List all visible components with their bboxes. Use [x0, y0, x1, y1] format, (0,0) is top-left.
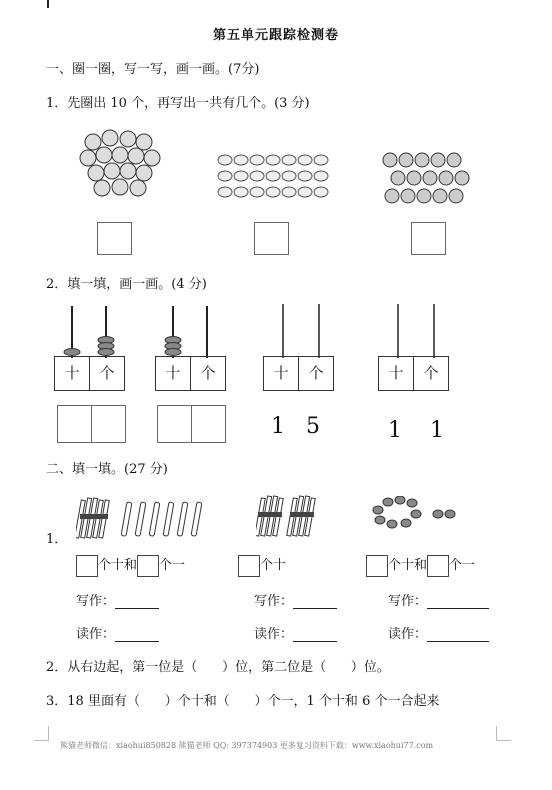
abacus-1-rods [54, 302, 126, 358]
abacus-2-write-boxes[interactable] [157, 405, 226, 443]
abacus-3-digits: 1 5 [271, 414, 320, 439]
stick-bundle-icon [76, 496, 212, 542]
fruit-group-apples [380, 150, 470, 208]
write-blank[interactable] [427, 594, 489, 609]
question-2-3: 3．18 里面有（ ）个十和（ ）个一，1 个十和 6 个一合起来 [46, 694, 440, 709]
ones-answer-box[interactable] [427, 555, 449, 577]
read-blank[interactable] [293, 627, 337, 642]
read-blank[interactable] [115, 627, 159, 642]
read-blank[interactable] [427, 627, 489, 642]
question-1-1: 1．先圈出 10 个，再写出一共有几个。(3 分) [46, 96, 310, 111]
ones-answer-box[interactable] [137, 555, 159, 577]
abacus-2-rods [155, 302, 227, 358]
tens-answer-box[interactable] [238, 555, 260, 577]
page-title: 第五单元跟踪检测卷 [212, 28, 339, 43]
group-1-fill: 个十和 个一 [76, 554, 185, 577]
question-2-2: 2．从右边起，第一位是（ ）位，第二位是（ ）位。 [46, 660, 390, 675]
fruit-group-peanuts [215, 150, 335, 202]
tens-answer-box[interactable] [366, 555, 388, 577]
question-2-1-number: 1． [46, 532, 68, 547]
abacus-1-write-boxes[interactable] [57, 405, 126, 443]
tens-answer-box[interactable] [76, 555, 98, 577]
group-1-read: 读作： [76, 623, 159, 642]
write-blank[interactable] [293, 594, 337, 609]
tens-label: 十 [165, 364, 181, 382]
bead-necklace-icon [370, 496, 462, 532]
fruit-group-oranges [78, 128, 168, 208]
question-1-2: 2．填一填，画一画。(4 分) [46, 277, 207, 292]
abacus-3-labels [263, 356, 334, 391]
abacus-2-labels [155, 356, 226, 391]
section2-heading: 二、填一填。(27 分) [46, 462, 168, 477]
abacus-1-labels [54, 356, 125, 391]
section1-heading: 一、圈一圈，写一写，画一画。(7分) [46, 62, 260, 77]
answer-box-apples[interactable] [411, 222, 446, 255]
ones-label: 个 [298, 357, 333, 390]
corner-mark-right [496, 726, 511, 741]
ones-label: 个 [89, 357, 124, 390]
group-2-fill: 个十 [238, 554, 286, 577]
tens-label: 十 [273, 364, 289, 382]
group-3-read: 读作： [388, 623, 489, 642]
ones-label: 个 [413, 357, 448, 390]
corner-mark-left [34, 726, 49, 741]
abacus-4-digits: 1 1 [388, 418, 444, 443]
group-3-write: 写作： [388, 590, 489, 609]
ones-label: 个 [190, 357, 225, 390]
write-blank[interactable] [115, 594, 159, 609]
group-2-read: 读作： [254, 623, 337, 642]
abacus-3-rods [263, 304, 339, 358]
tens-label: 十 [388, 364, 404, 382]
group-1-write: 写作： [76, 590, 159, 609]
page-footer: 熊猫老师微信：xiaohui850828 熊猫老师 QQ: 397374903 更多复习资料下载：www.xiaohui77.com [60, 741, 434, 750]
group-2-write: 写作： [254, 590, 337, 609]
answer-box-oranges[interactable] [97, 222, 132, 255]
answer-box-peanuts[interactable] [254, 222, 289, 255]
abacus-4-labels [378, 356, 449, 391]
top-marker [47, 0, 49, 8]
group-3-fill: 个十和 个一 [366, 554, 475, 577]
abacus-4-rods [378, 304, 454, 358]
tens-label: 十 [64, 364, 80, 382]
stick-bundles-two-icon [256, 494, 320, 540]
